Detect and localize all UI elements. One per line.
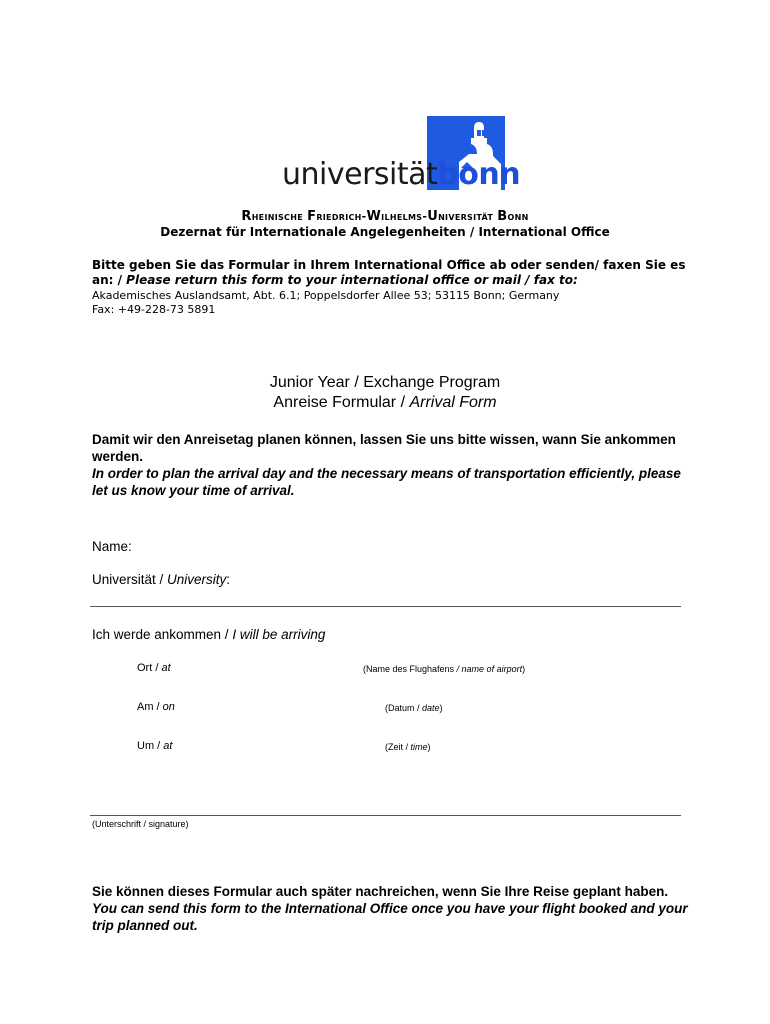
name-cap: F — [307, 209, 317, 224]
university-label-english: University — [167, 572, 227, 587]
name-cap: U — [427, 209, 439, 224]
name-rest: ilhelms- — [381, 210, 428, 223]
time-label-german: Um / — [137, 740, 164, 752]
time-hint — [385, 742, 431, 752]
logo-wordmark — [282, 158, 520, 192]
time-hint-german: (Zeit / — [385, 742, 411, 752]
logo-text-brand: bonn — [437, 157, 521, 192]
time-label-english: at — [163, 740, 173, 752]
name-rest: niversität — [438, 210, 498, 223]
title-line-2 — [0, 393, 770, 413]
signature-line — [90, 815, 681, 816]
date-label — [137, 701, 175, 713]
place-label-german: Ort / — [137, 662, 162, 674]
time-label — [137, 740, 172, 752]
name-rest: riedrich- — [316, 210, 367, 223]
title-line-2-english: Arrival Form — [409, 394, 497, 411]
time-hint-end: ) — [427, 742, 431, 752]
logo-text-plain: universität — [282, 157, 438, 192]
instructions-german: Bitte geben Sie das Formular in Ihrem International Office ab oder senden/ faxen Sie es an: / — [92, 258, 686, 287]
divider-line — [90, 606, 681, 607]
date-label-german: Am / — [137, 701, 163, 713]
place-hint-english: / name of airport — [456, 664, 523, 674]
place-hint — [363, 664, 525, 674]
name-cap: B — [497, 209, 508, 224]
name-rest: heinische — [251, 210, 308, 223]
university-label-colon: : — [226, 572, 231, 587]
mailing-address — [92, 289, 692, 317]
footer-note — [92, 883, 692, 934]
university-name — [0, 209, 770, 224]
name-cap: W — [366, 209, 382, 224]
address-line: Akademisches Auslandsamt, Abt. 6.1; Poppelsdorfer Allee 53; 53115 Bonn; Germany — [92, 289, 560, 302]
title-line-2-german: Anreise Formular / — [273, 394, 410, 411]
arriving-label — [92, 627, 325, 642]
name-label: Name: — [92, 539, 132, 554]
date-hint-end: ) — [439, 703, 443, 713]
signature-label: (Unterschrift / signature) — [92, 819, 189, 829]
place-label — [137, 662, 171, 674]
intro-text — [92, 431, 692, 499]
footer-english: You can send this form to the International Office once you have your flight booked and your trip planned out. — [92, 901, 688, 933]
university-logo — [282, 114, 521, 196]
time-hint-english: time — [410, 742, 428, 752]
date-label-english: on — [162, 701, 175, 713]
title-line-1: Junior Year / Exchange Program — [269, 374, 501, 391]
date-hint-german: (Datum / — [385, 703, 423, 713]
place-label-english: at — [161, 662, 171, 674]
university-label-german: Universität / — [92, 572, 168, 587]
intro-german: Damit wir den Anreisetag planen können, lassen Sie uns bitte wissen, wann Sie ankommen werden. — [92, 432, 676, 464]
name-rest: onn — [507, 210, 529, 223]
date-hint-english: date — [422, 703, 440, 713]
arriving-label-english: I will be arriving — [232, 627, 326, 642]
instructions-english: Please return this form to your international office or mail / fax to: — [122, 273, 578, 287]
intro-english: In order to plan the arrival day and the necessary means of transportation efficiently, please let us know your time of arrival. — [92, 466, 681, 498]
university-label — [92, 572, 230, 587]
place-hint-end: ) — [522, 664, 526, 674]
fax-line: Fax: +49-228-73 5891 — [92, 303, 216, 316]
name-cap: R — [241, 209, 252, 224]
department-name: Dezernat für Internationale Angelegenheiten / International Office — [160, 225, 610, 239]
date-hint — [385, 703, 443, 713]
form-title — [0, 373, 770, 413]
footer-german: Sie können dieses Formular auch später nachreichen, wenn Sie Ihre Reise geplant haben. — [92, 884, 669, 899]
place-hint-german: (Name des Flughafens — [363, 664, 457, 674]
return-instructions — [92, 258, 692, 288]
arriving-label-german: Ich werde ankommen / — [92, 627, 233, 642]
